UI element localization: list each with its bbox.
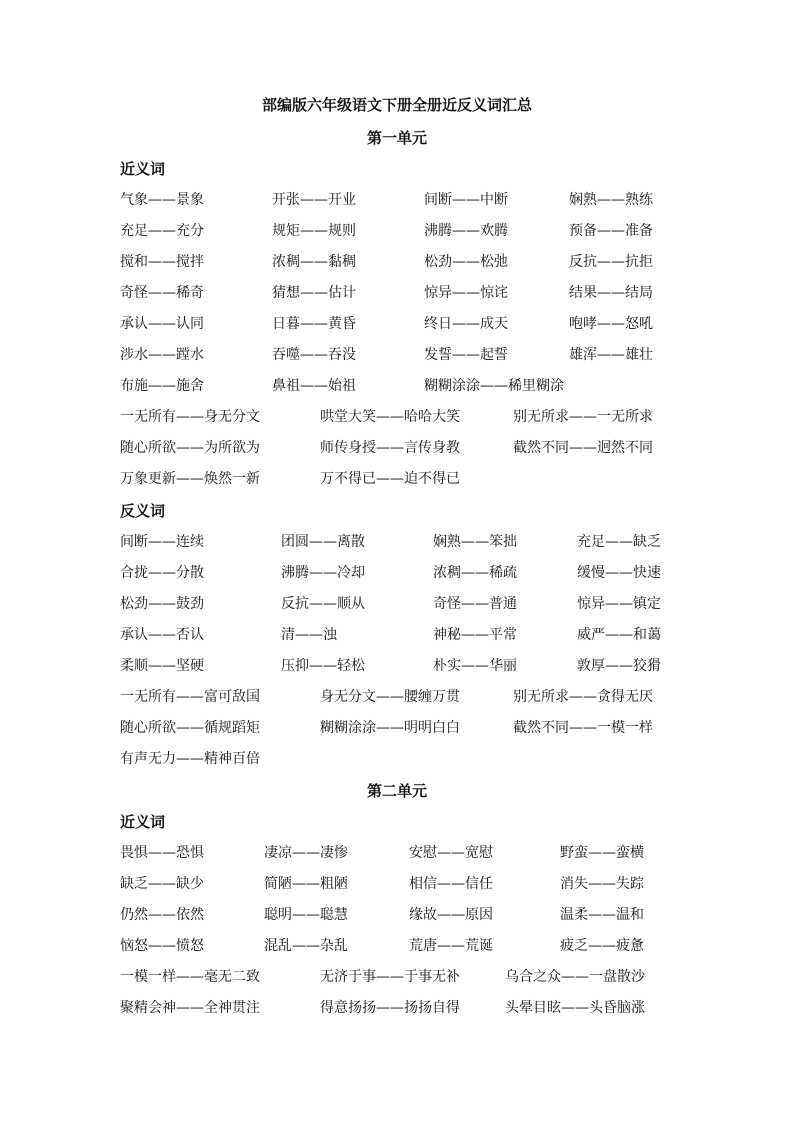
- word-pair: 吞噬——吞没: [272, 347, 356, 363]
- word-row: [0, 747, 794, 771]
- word-pair: 身无分文——腰缠万贯: [320, 689, 460, 705]
- word-pair: 疲乏——疲惫: [560, 938, 644, 954]
- word-pair: 随心所欲——循规蹈矩: [120, 720, 260, 736]
- word-pair: 聚精会神——全神贯注: [120, 1000, 260, 1016]
- word-pair: 消失——失踪: [560, 876, 644, 892]
- word-pair: 充足——充分: [120, 223, 204, 239]
- word-pair: 结果——结局: [569, 285, 653, 301]
- word-pair: 柔顺——坚硬: [120, 658, 204, 674]
- word-pair: 气象——景象: [120, 192, 204, 208]
- word-pair: 反抗——抗拒: [569, 254, 653, 270]
- word-pair: 聪明——聪慧: [264, 907, 348, 923]
- word-pair: 鼻祖——始祖: [272, 378, 356, 394]
- word-pair: 别无所求——一无所求: [513, 409, 653, 425]
- word-pair: 猜想——估计: [272, 285, 356, 301]
- word-pair: 仍然——依然: [120, 907, 204, 923]
- word-pair: 反抗——顺从: [281, 596, 365, 612]
- word-pair: 糊糊涂涂——明明白白: [320, 720, 460, 736]
- word-row: [0, 965, 794, 989]
- word-pair: 简陋——粗陋: [264, 876, 348, 892]
- word-pair: 预备——准备: [569, 223, 653, 239]
- word-row: [0, 561, 794, 585]
- word-pair: 糊糊涂涂——稀里糊涂: [424, 378, 564, 394]
- word-row: [0, 903, 794, 927]
- word-pair: 沸腾——欢腾: [424, 223, 508, 239]
- word-pair: 敦厚——狡猾: [577, 658, 661, 674]
- word-row: [0, 281, 794, 305]
- word-pair: 终日——成天: [424, 316, 508, 332]
- unit-1-antonyms-label: 反义词: [120, 502, 166, 520]
- word-row: [0, 530, 794, 554]
- word-pair: 荒唐——荒诞: [409, 938, 493, 954]
- word-pair: 合拢——分散: [120, 565, 204, 581]
- word-row: [0, 685, 794, 709]
- word-pair: 娴熟——笨拙: [433, 534, 517, 550]
- unit-1-synonyms-label: 近义词: [120, 160, 166, 178]
- word-pair: 规矩——规则: [272, 223, 356, 239]
- word-row: [0, 623, 794, 647]
- word-row: [0, 841, 794, 865]
- unit-2-synonyms-label: 近义词: [120, 813, 166, 831]
- word-row: [0, 436, 794, 460]
- word-pair: 浓稠——稀疏: [433, 565, 517, 581]
- word-row: [0, 872, 794, 896]
- word-pair: 头晕目眩——头昏脑涨: [505, 1000, 645, 1016]
- word-pair: 缘故——原因: [409, 907, 493, 923]
- unit-1-title: 第一单元: [366, 129, 427, 147]
- word-pair: 凄凉——凄惨: [264, 845, 348, 861]
- word-pair: 浓稠——黏稠: [272, 254, 356, 270]
- word-row: [0, 343, 794, 367]
- word-pair: 日暮——黄昏: [272, 316, 356, 332]
- word-pair: 雄浑——雄壮: [569, 347, 653, 363]
- word-pair: 相信——信任: [409, 876, 493, 892]
- word-pair: 涉水——蹚水: [120, 347, 204, 363]
- word-pair: 团圆——离散: [281, 534, 365, 550]
- word-pair: 压抑——轻松: [281, 658, 365, 674]
- word-pair: 松劲——鼓劲: [120, 596, 204, 612]
- word-pair: 惊异——惊诧: [424, 285, 508, 301]
- word-pair: 随心所欲——为所欲为: [120, 440, 260, 456]
- word-row: [0, 996, 794, 1020]
- word-pair: 无济于事——于事无补: [320, 969, 460, 985]
- word-row: [0, 405, 794, 429]
- document-title: 部编版六年级语文下册全册近反义词汇总: [261, 96, 532, 114]
- word-pair: 有声无力——精神百倍: [120, 751, 260, 767]
- word-pair: 发誓——起誓: [424, 347, 508, 363]
- word-pair: 朴实——华丽: [433, 658, 517, 674]
- word-pair: 缺乏——缺少: [120, 876, 204, 892]
- word-pair: 威严——和蔼: [577, 627, 661, 643]
- word-row: [0, 374, 794, 398]
- word-row: [0, 716, 794, 740]
- word-row: [0, 592, 794, 616]
- word-row: [0, 654, 794, 678]
- word-pair: 混乱——杂乱: [264, 938, 348, 954]
- word-pair: 截然不同——一模一样: [513, 720, 653, 736]
- word-pair: 间断——连续: [120, 534, 204, 550]
- word-pair: 哄堂大笑——哈哈大笑: [320, 409, 460, 425]
- word-row: [0, 188, 794, 212]
- word-pair: 奇怪——普通: [433, 596, 517, 612]
- word-pair: 师传身授——言传身教: [320, 440, 460, 456]
- word-pair: 神秘——平常: [433, 627, 517, 643]
- word-pair: 别无所求——贪得无厌: [513, 689, 653, 705]
- word-pair: 一无所有——富可敌国: [120, 689, 260, 705]
- word-pair: 开张——开业: [272, 192, 356, 208]
- word-pair: 一无所有——身无分文: [120, 409, 260, 425]
- word-pair: 温柔——温和: [560, 907, 644, 923]
- word-pair: 布施——施舍: [120, 378, 204, 394]
- word-row: [0, 934, 794, 958]
- word-pair: 承认——否认: [120, 627, 204, 643]
- word-row: [0, 219, 794, 243]
- word-pair: 咆哮——怒吼: [569, 316, 653, 332]
- word-pair: 万象更新——焕然一新: [120, 471, 260, 487]
- word-pair: 间断——中断: [424, 192, 508, 208]
- word-pair: 野蛮——蛮横: [560, 845, 644, 861]
- word-pair: 乌合之众——一盘散沙: [505, 969, 645, 985]
- word-row: [0, 312, 794, 336]
- word-row: [0, 467, 794, 491]
- word-pair: 清——浊: [281, 627, 337, 643]
- word-pair: 畏惧——恐惧: [120, 845, 204, 861]
- word-pair: 娴熟——熟练: [569, 192, 653, 208]
- unit-2-title: 第二单元: [366, 782, 427, 800]
- word-pair: 松劲——松弛: [424, 254, 508, 270]
- word-pair: 得意扬扬——扬扬自得: [320, 1000, 460, 1016]
- word-pair: 惊异——镇定: [577, 596, 661, 612]
- word-pair: 搅和——搅拌: [120, 254, 204, 270]
- word-pair: 万不得已——迫不得已: [320, 471, 460, 487]
- word-pair: 截然不同——迥然不同: [513, 440, 653, 456]
- word-pair: 安慰——宽慰: [409, 845, 493, 861]
- word-row: [0, 250, 794, 274]
- word-pair: 缓慢——快速: [577, 565, 661, 581]
- word-pair: 沸腾——冷却: [281, 565, 365, 581]
- word-pair: 恼怒——愤怒: [120, 938, 204, 954]
- word-pair: 充足——缺乏: [577, 534, 661, 550]
- word-pair: 承认——认同: [120, 316, 204, 332]
- word-pair: 一模一样——毫无二致: [120, 969, 260, 985]
- word-pair: 奇怪——稀奇: [120, 285, 204, 301]
